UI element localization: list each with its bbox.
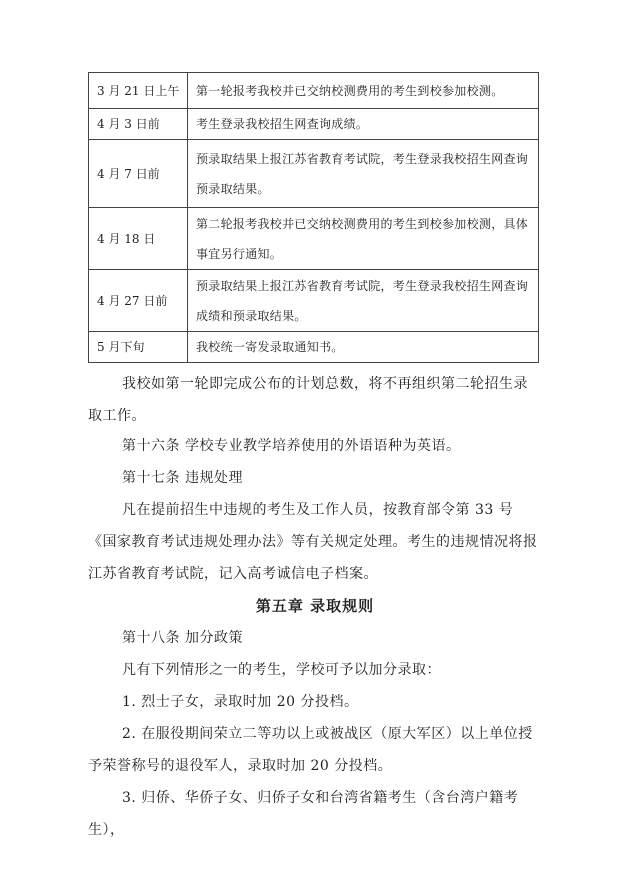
table-row [89,208,539,270]
schedule-date: 4 月 18 日 [89,208,188,270]
paragraph-violation-handling: 凡在提前招生中违规的考生及工作人员，按教育部令第 33 号《国家教育考试违规处理办法》等有关规定处理。考生的违规情况将报江苏省教育考试院，记入高考诚信电子档案。 [88,502,538,582]
list-item: 3. 归侨、华侨子女、归侨子女和台湾省籍考生（含台湾户籍考生）， [88,790,519,838]
table-row [89,270,539,332]
table-row [89,73,539,109]
schedule-event: 预录取结果上报江苏省教育考试院，考生登录我校招生网查询成绩和预录取结果。 [188,270,539,332]
article-18-title: 第十八条 加分政策 [122,630,243,646]
chapter-heading: 第五章 录取规则 [255,597,375,615]
table-row [89,140,539,208]
schedule-event: 第一轮报考我校并已交纳校测费用的考生到校参加校测。 [188,73,539,109]
schedule-event: 我校统一寄发录取通知书。 [188,332,539,363]
schedule-date: 4 月 27 日前 [89,270,188,332]
paragraph-bonus-intro: 凡有下列情形之一的考生，学校可予以加分录取： [122,662,441,678]
table-row [89,332,539,363]
paragraph-first-round-note: 我校如第一轮即完成公布的计划总数，将不再组织第二轮招生录取工作。 [88,376,528,424]
schedule-date: 4 月 3 日前 [89,109,188,140]
schedule-date: 5 月下旬 [89,332,188,363]
article-17-title: 第十七条 违规处理 [122,470,243,486]
schedule-event: 第二轮报考我校并已交纳校测费用的考生到校参加校测，具体事宜另行通知。 [188,208,539,270]
list-item: 2. 在服役期间荣立二等功以上或被战区（原大军区）以上单位授予荣誉称号的退役军人，录取时加 20 分投档。 [88,726,533,774]
admission-schedule-table [88,72,539,363]
table-row [89,109,539,140]
schedule-event: 预录取结果上报江苏省教育考试院，考生登录我校招生网查询预录取结果。 [188,140,539,208]
schedule-date: 3 月 21 日上午 [89,73,188,109]
list-item: 1. 烈士子女，录取时加 20 分投档。 [122,694,359,710]
schedule-event: 考生登录我校招生网查询成绩。 [188,109,539,140]
article-16: 第十六条 学校专业教学培养使用的外语语种为英语。 [122,438,461,454]
schedule-date: 4 月 7 日前 [89,140,188,208]
